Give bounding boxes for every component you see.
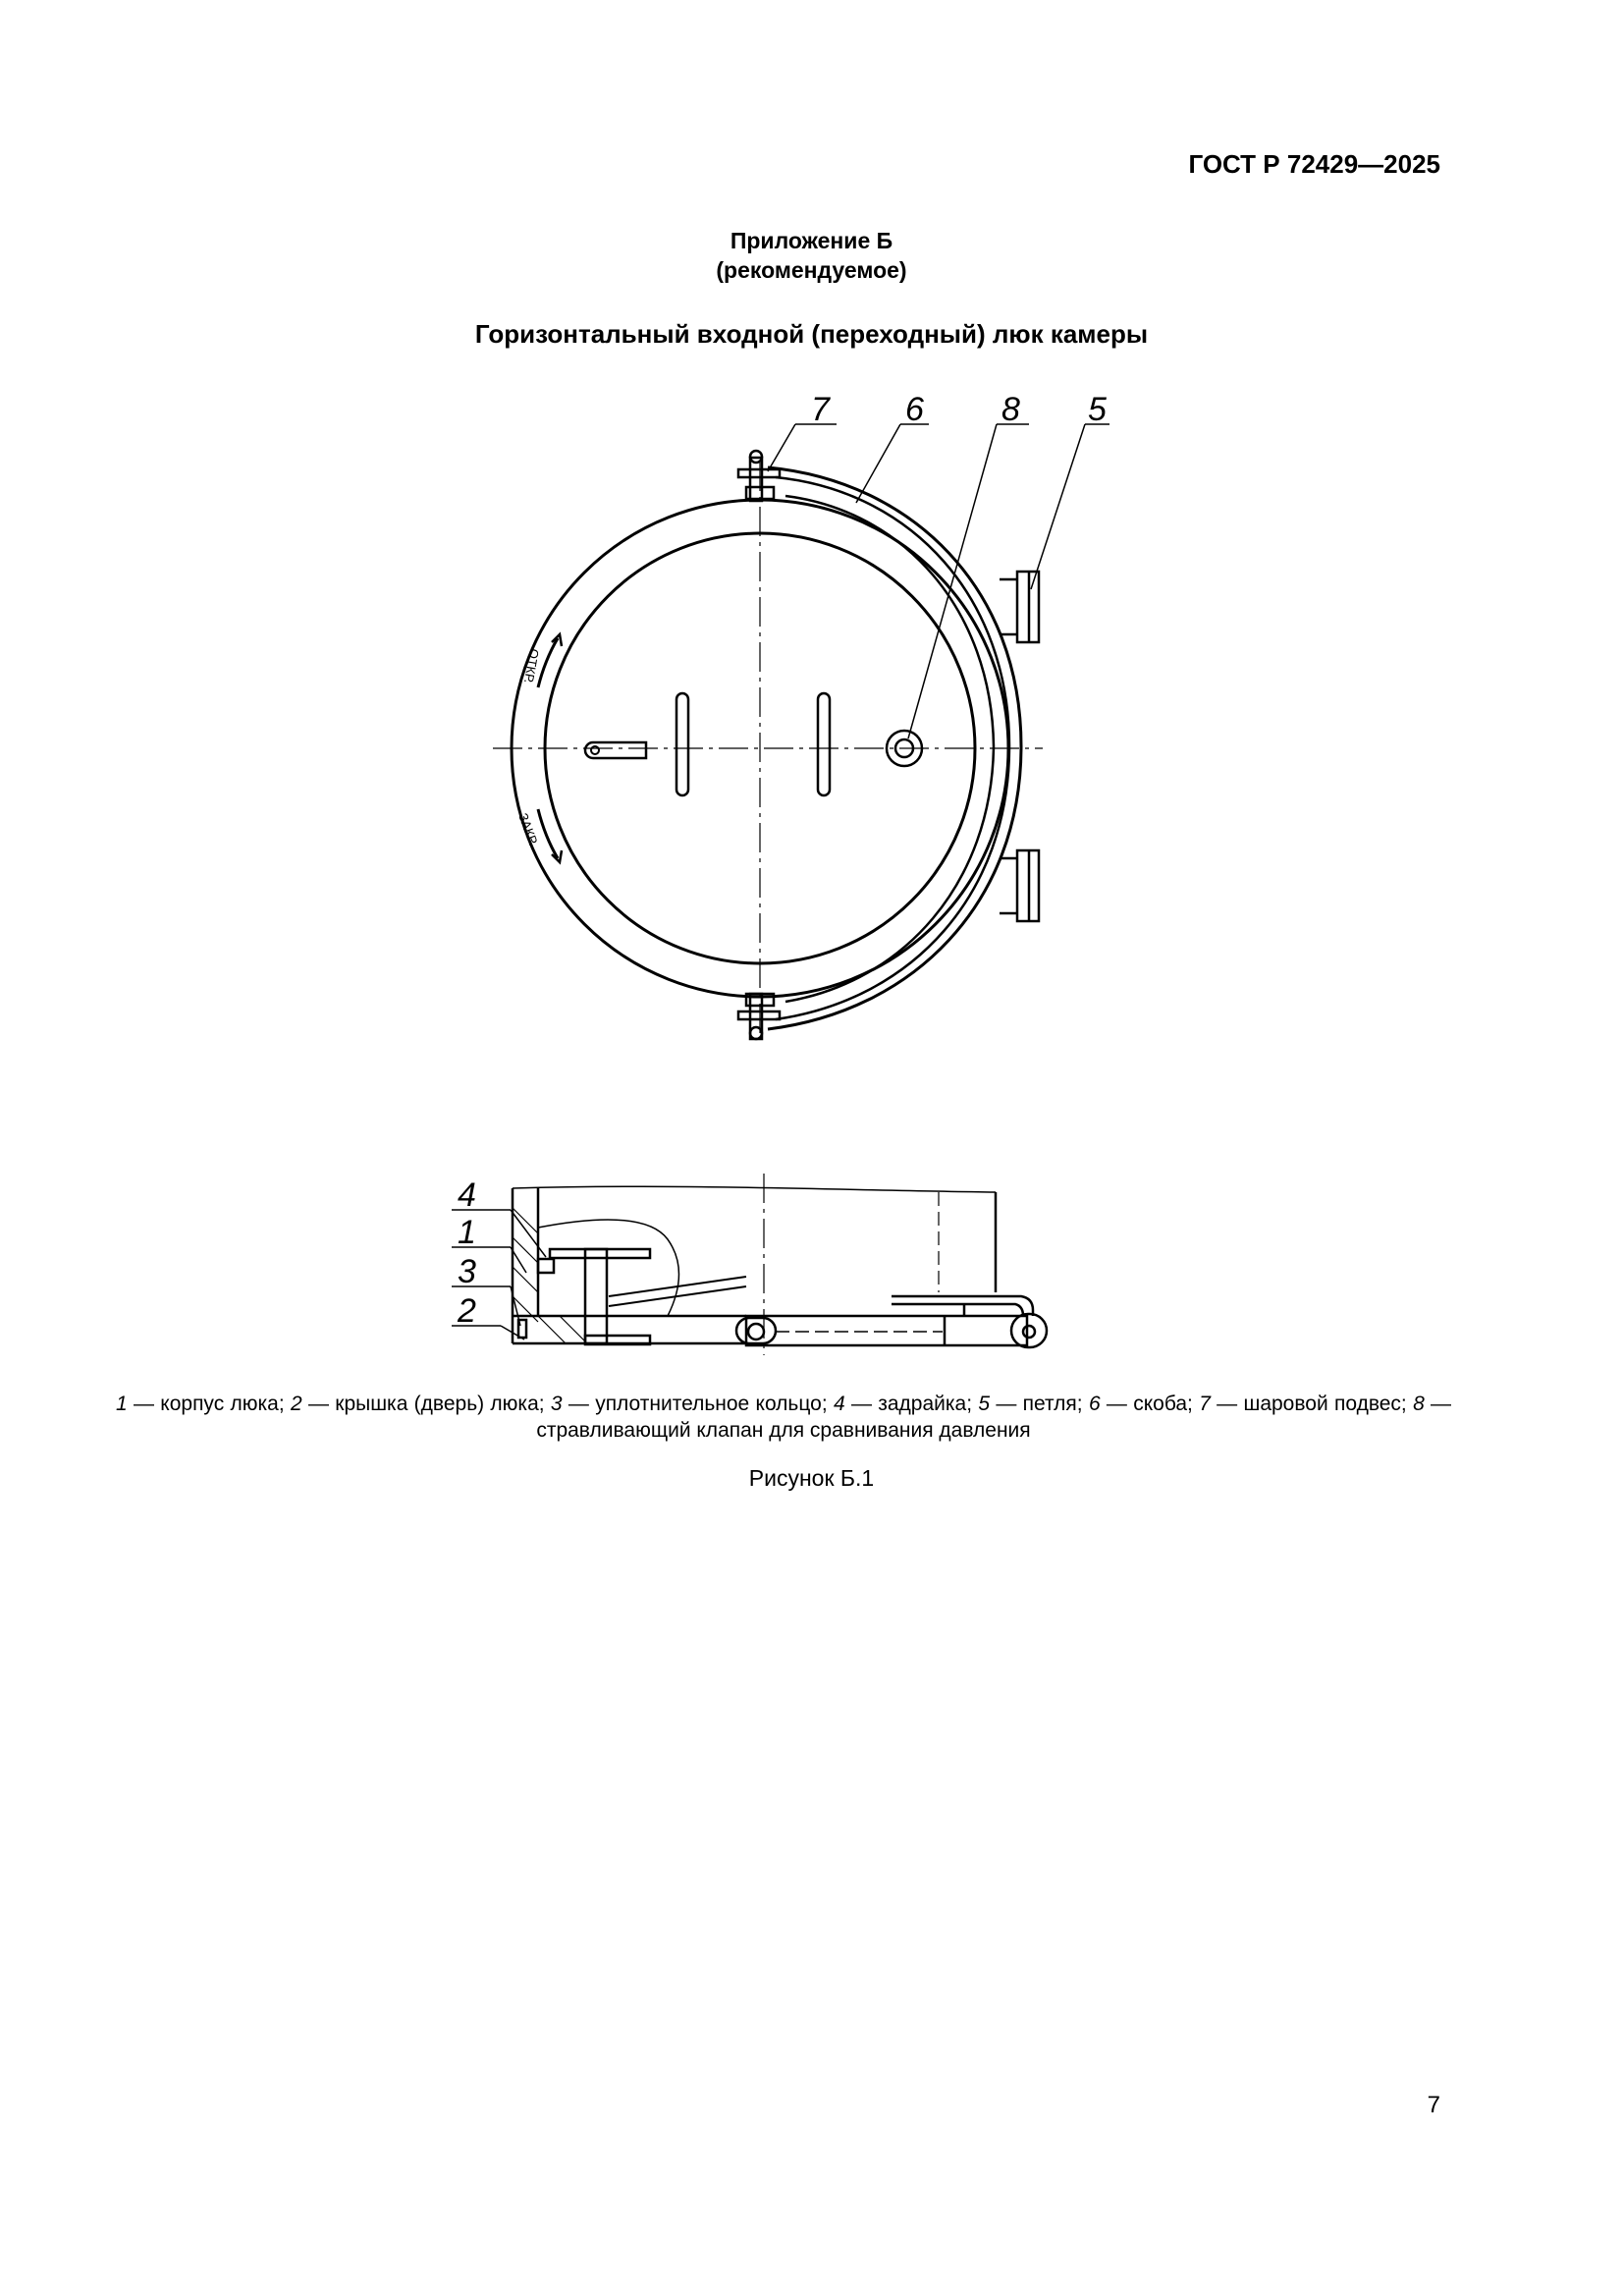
callout-7: 7: [811, 391, 830, 428]
rotation-mark-close: ЗАКР.: [515, 810, 541, 847]
callout-4: 4: [458, 1176, 476, 1214]
section-title: Горизонтальный входной (переходный) люк камеры: [474, 319, 1149, 349]
ball-suspension-top: [738, 451, 780, 501]
page-number: 7: [1427, 2092, 1440, 2118]
callout-3: 3: [458, 1253, 476, 1290]
callout-8: 8: [1001, 391, 1020, 428]
callout-2: 2: [458, 1292, 476, 1330]
handle-slot-left: [676, 693, 688, 795]
annex-status: (рекомендуемое): [716, 257, 907, 283]
handle-slot-right: [818, 693, 830, 795]
side-view: [513, 1174, 1047, 1355]
figure-legend: 1 — корпус люка; 2 — крышка (дверь) люка; 3 — уплотнительное кольцо; 4 — задрайка; 5 — петля; 6 — скоба; 7 — шаровой подвес; 8 — стравливающий клапан для сравнивания давления: [116, 1393, 1452, 1442]
callout-1: 1: [458, 1214, 476, 1251]
hinge-bottom: [1000, 850, 1039, 921]
latch-pin: [585, 742, 646, 758]
rotation-mark-open: ОТКР.: [520, 647, 542, 684]
callout-5: 5: [1088, 391, 1107, 428]
ball-suspension-bottom: [738, 994, 780, 1039]
figure-caption: Рисунок Б.1: [748, 1465, 875, 1491]
top-view-centerlines: [493, 462, 1043, 1036]
annex-title: Приложение Б: [730, 228, 893, 253]
callout-6: 6: [905, 391, 924, 428]
document-code: ГОСТ Р 72429—2025: [1188, 149, 1440, 179]
